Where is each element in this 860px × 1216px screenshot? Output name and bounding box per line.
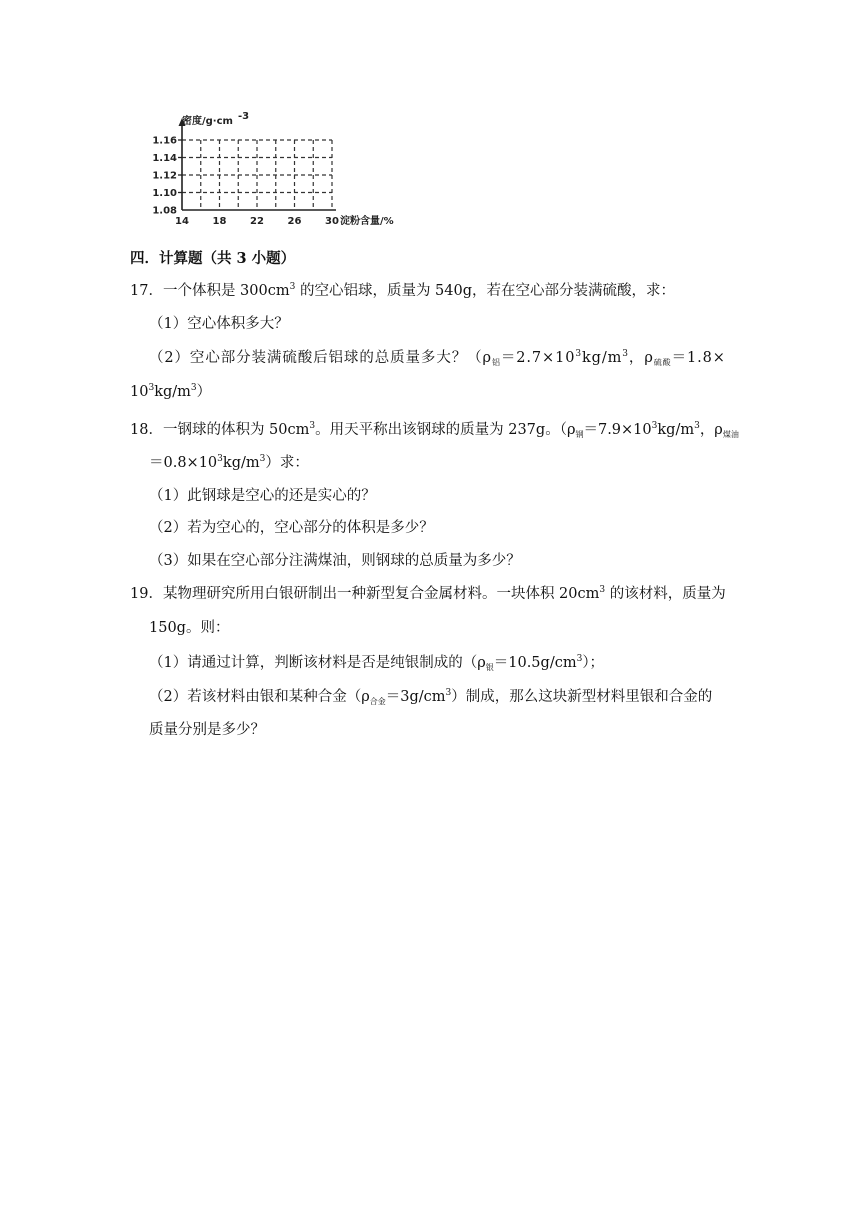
x-tick-label: 26 (287, 216, 302, 227)
x-tick-label: 14 (175, 216, 189, 227)
q18-stem: 18．一钢球的体积为 $50cm^3$。用天平称出该钢球的质量为 237g。（$\rho_钢=7.9\times 10^3kg/m^3$，$\rho_{煤油}$ (130, 421, 739, 439)
y-axis-label-exponent: -3 (238, 111, 250, 122)
y-tick-label: 1.14 (152, 153, 177, 164)
q19-part1: （1）请通过计算，判断该材料是否是纯银制成的$(\rho_银=10.5g/cm^3)$； (149, 654, 605, 672)
q18-part2: （2）若为空心的，空心部分的体积是多少？ (149, 520, 434, 536)
y-tick-labels (152, 136, 177, 217)
q19-part2-cont: 质量分别是多少？ (149, 722, 265, 738)
y-tick-label: 1.10 (152, 188, 177, 199)
density-chart (140, 110, 410, 235)
q18-part3: （3）如果在空心部分注满煤油，则钢球的总质量为多少？ (149, 553, 521, 569)
q19-stem-cont: 150g。则： (149, 620, 230, 636)
q19-stem: 19．某物理研究所用白银研制出一种新型复合金属材料。一块体积 $20cm^3$ 的该材料，质量为 (130, 585, 726, 602)
x-tick-labels (175, 216, 339, 227)
section-title: 四．计算题（共 3 小题） (130, 250, 296, 267)
y-axis-label: 密度/g·cm (182, 116, 233, 127)
y-tick-label: 1.08 (152, 205, 177, 217)
x-tick-label: 30 (325, 216, 339, 227)
x-tick-label: 18 (212, 216, 227, 227)
y-tick-label: 1.16 (152, 135, 177, 147)
chart-grid (178, 140, 332, 210)
q18-stem-cont: $=0.8\times 10^3kg/m^3$）求： (149, 454, 309, 471)
q19-part2: （2）若该材料由银和某种合金$(\rho_{合金}=3g/cm^3)$制成，那么这块新型材料里银和合金的 (149, 688, 713, 706)
q17-part2-cont: $10^3kg/m^3$） (130, 383, 212, 400)
x-tick-label: 22 (250, 216, 264, 227)
y-tick-label: 1.12 (152, 170, 177, 182)
q17-part2: （2）空心部分装满硫酸后铝球的总质量多大？（$\rho_铝=2.7\times 10^3kg/m^3$，$\rho_{硫酸}=1.8\times$ (149, 349, 726, 367)
q17-part1: （1）空心体积多大？ (149, 316, 289, 332)
x-axis-label: 淀粉含量/% (340, 216, 394, 227)
q17-stem: 17．一个体积是 $300cm^3$ 的空心铝球，质量为 540g，若在空心部分装满硫酸，求： (130, 282, 676, 299)
q18-part1: （1）此钢球是空心的还是实心的？ (149, 488, 376, 504)
